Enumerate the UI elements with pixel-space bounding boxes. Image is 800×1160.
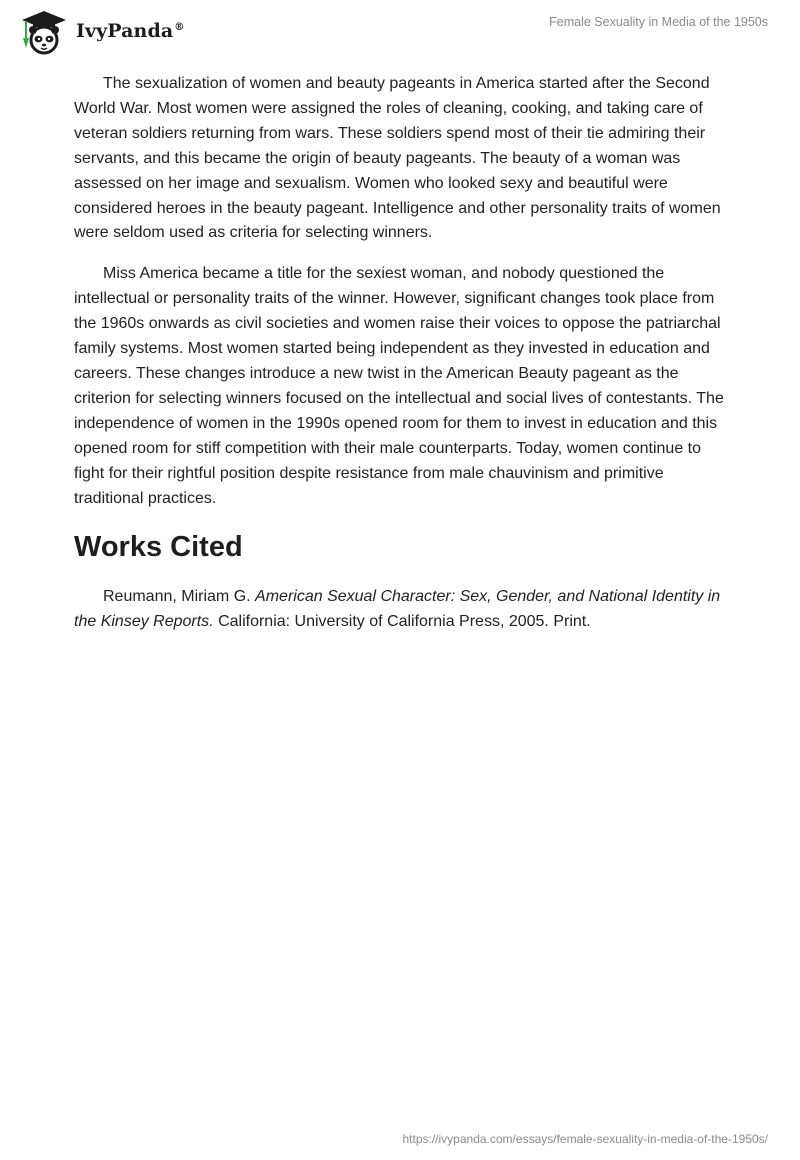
citation-author: Reumann, Miriam G.	[103, 588, 256, 606]
page-header	[0, 0, 800, 64]
body-paragraph: The sexualization of women and beauty pageants in America started after the Second World War. Most women were assigned the roles of cleaning, cooking, and taking care of veteran soldiers returning from wars. These soldiers spend most of their tie admiring their servants, and this became the origin of beauty pageants. The beauty of a woman was assessed on her image and sexualism. Women who looked sexy and beautiful were considered heroes in the beauty pageant. Intelligence and other personality traits of women were seldom used as criteria for selecting winners.	[74, 75, 721, 242]
source-url[interactable]: https://ivypanda.com/essays/female-sexuality-in-media-of-the-1950s/	[402, 1132, 768, 1146]
body-paragraph: Miss America became a title for the sexiest woman, and nobody questioned the intellectual or personality traits of the winner. However, significant changes took place from the 1960s onwards as civil societies and women raise their voices to oppose the patriarchal family systems. Most women started being independent as they invested in education and careers. These changes introduce a new twist in the American Beauty pageant as the criterion for selecting winners focused on the intellectual and social lives of contestants. The independence of women in the 1990s opened room for them to invest in education and this opened room for stiff competition with their male counterparts. Today, women continue to fight for their rightful position despite resistance from male chauvinism and primitive traditional practices.	[74, 265, 724, 507]
citation-publisher: California: University of California Press, 2005. Print.	[213, 613, 591, 631]
ivypanda-logo[interactable]	[14, 8, 204, 58]
essay-content	[74, 72, 724, 635]
registered-mark: ®	[174, 21, 185, 33]
works-cited-heading: Works Cited	[74, 531, 243, 564]
citation-entry	[74, 585, 724, 635]
brand-name: IvyPanda®	[76, 20, 185, 42]
document-title: Female Sexuality in Media of the 1950s	[549, 15, 768, 29]
citation-title: American Sexual Character: Sex, Gender, and National Identity in the Kinsey Reports.	[74, 588, 721, 631]
panda-graduation-cap-icon	[14, 8, 74, 58]
